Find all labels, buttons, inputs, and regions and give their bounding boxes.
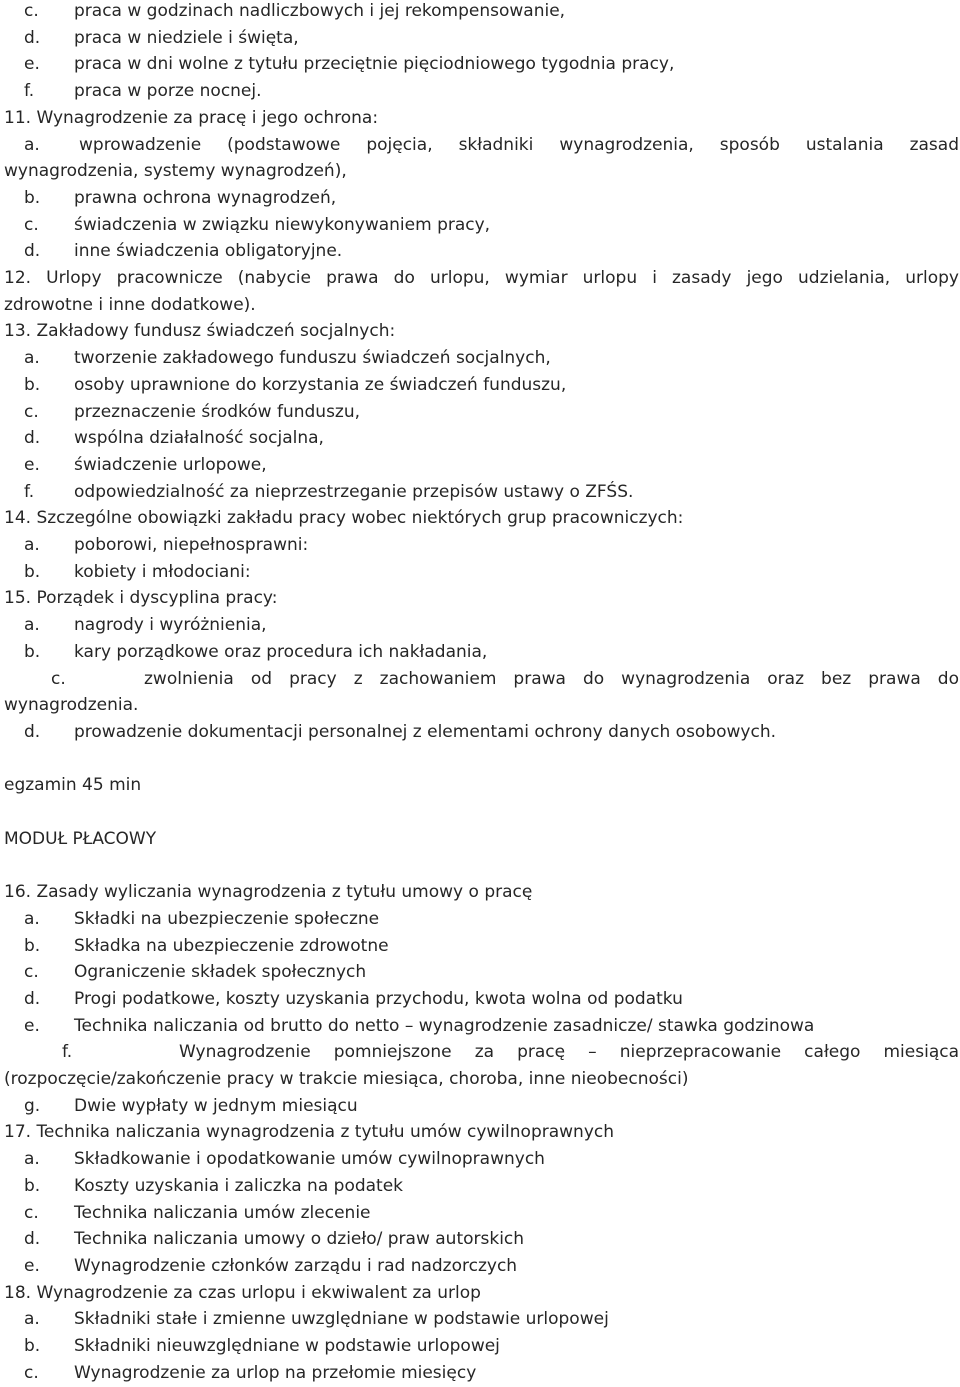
section-heading-text: 14. Szczególne obowiązki zakładu pracy wobec niektórych grup pracowniczych:: [4, 508, 684, 529]
list-item-text: Technika naliczania od brutto do netto – wynagrodzenie zasadnicze/ stawka godzinowa: [74, 1015, 815, 1036]
list-item-text: Ograniczenie składek społecznych: [74, 962, 367, 983]
text-line-content: egzamin 45 min: [4, 775, 142, 796]
list-item-text: praca w godzinach nadliczbowych i jej rekompensowanie,: [74, 1, 566, 21]
list-item-label: d.: [24, 721, 41, 742]
text-line-content: MODUŁ PŁACOWY: [4, 828, 157, 849]
list-item-label: a.: [24, 348, 40, 369]
text-line: [4, 158, 959, 184]
section-heading: [4, 318, 959, 344]
list-item-text: świadczenie urlopowe,: [74, 454, 267, 475]
text-line-content: wynagrodzenia.: [4, 695, 139, 716]
list-item-label: e.: [24, 54, 40, 75]
list-item-text: kobiety i młodociani:: [74, 561, 251, 582]
list-item-text: zwolnienia od pracy z zachowaniem prawa do wynagrodzenia oraz bez prawa do: [144, 668, 959, 689]
list-item-text: nagrody i wyróżnienia,: [74, 615, 267, 636]
section-heading-text: 16. Zasady wyliczania wynagrodzenia z tytułu umowy o pracę: [4, 882, 533, 903]
list-item-label: b.: [24, 1175, 41, 1196]
list-item-text: inne świadczenia obligatoryjne.: [74, 241, 343, 262]
section-heading-text: 18. Wynagrodzenie za czas urlopu i ekwiwalent za urlop: [4, 1282, 481, 1303]
list-item-text: Progi podatkowe, koszty uzyskania przychodu, kwota wolna od podatku: [74, 988, 683, 1009]
list-item-text: prawna ochrona wynagrodzeń,: [74, 187, 337, 208]
list-item-label: c.: [24, 401, 39, 422]
section-heading: [4, 505, 959, 531]
list-item-text: Koszty uzyskania i zaliczka na podatek: [74, 1175, 404, 1196]
list-item-text: praca w niedziele i święta,: [74, 27, 299, 48]
list-item-label: b.: [24, 187, 41, 208]
section-heading: [4, 585, 959, 611]
list-item-label: d.: [24, 988, 41, 1009]
list-item-label: d.: [24, 241, 41, 262]
list-item-label: e.: [24, 1255, 40, 1276]
list-item-label: b.: [24, 935, 41, 956]
list-item-text: Technika naliczania umowy o dzieło/ praw autorskich: [74, 1229, 525, 1250]
section-heading-text: 12. Urlopy pracownicze (nabycie prawa do urlopu, wymiar urlopu i zasady jego udzielania, urlopy: [4, 268, 959, 288]
text-line: [4, 1066, 959, 1092]
list-item-text: praca w porze nocnej.: [74, 81, 262, 102]
list-item-text: Technika naliczania umów zlecenie: [74, 1202, 371, 1223]
list-item-label: a.: [24, 1149, 40, 1170]
list-item-label: c.: [24, 962, 39, 983]
list-item-text: przeznaczenie środków funduszu,: [74, 401, 361, 422]
list-item-label: a.: [24, 535, 40, 555]
list-item-text: poborowi, niepełnosprawni:: [74, 535, 309, 555]
list-item-label: b.: [24, 374, 41, 395]
text-line: [4, 772, 959, 798]
list-item-label: d.: [24, 27, 41, 48]
list-item-label: c.: [24, 1362, 39, 1383]
list-item-label: a.: [24, 908, 40, 929]
list-item-label: b.: [24, 641, 41, 662]
list-item-label: b.: [24, 561, 41, 582]
list-item-text: osoby uprawnione do korzystania ze świadczeń funduszu,: [74, 374, 567, 395]
list-item-text: Wynagrodzenie pomniejszone za pracę – nieprzepracowanie całego miesiąca: [179, 1042, 959, 1063]
text-line: [4, 692, 959, 718]
section-heading: [4, 1280, 959, 1306]
list-item-text: Dwie wypłaty w jednym miesiącu: [74, 1095, 358, 1116]
section-heading: [4, 105, 959, 131]
section-heading-text: 11. Wynagrodzenie za pracę i jego ochrona:: [4, 107, 379, 128]
list-item-text: Wynagrodzenie za urlop na przełomie miesięcy: [74, 1362, 477, 1383]
list-item-text: prowadzenie dokumentacji personalnej z elementami ochrony danych osobowych.: [74, 721, 777, 742]
list-item-text: wspólna działalność socjalna,: [74, 428, 324, 449]
list-item-label: f.: [24, 81, 35, 102]
text-line-content: wynagrodzenia, systemy wynagrodzeń),: [4, 161, 347, 182]
list-item-text: świadczenia w związku niewykonywaniem pracy,: [74, 214, 491, 235]
section-heading: [4, 879, 959, 905]
list-item-label: e.: [24, 1015, 40, 1036]
list-item-text: odpowiedzialność za nieprzestrzeganie przepisów ustawy o ZFŚS.: [74, 481, 634, 502]
list-item-label: d.: [24, 428, 41, 449]
list-item-label: a.: [24, 615, 40, 636]
list-item-text: Wynagrodzenie członków zarządu i rad nadzorczych: [74, 1255, 518, 1276]
list-item-text: wprowadzenie (podstawowe pojęcia, składniki wynagrodzenia, sposób ustalania zasad: [79, 134, 959, 155]
list-item-label: a.: [24, 1309, 40, 1330]
list-item-text: Składka na ubezpieczenie zdrowotne: [74, 935, 389, 956]
list-item-text: tworzenie zakładowego funduszu świadczeń socjalnych,: [74, 348, 551, 369]
list-item-label: f.: [62, 1042, 73, 1063]
section-heading-text: 17. Technika naliczania wynagrodzenia z tytułu umów cywilnoprawnych: [4, 1122, 615, 1143]
section-heading-text: 15. Porządek i dyscyplina pracy:: [4, 588, 278, 609]
section-heading: [4, 1119, 959, 1145]
text-line: [4, 292, 959, 318]
list-item-label: a.: [24, 134, 40, 155]
list-item-text: Składniki stałe i zmienne uwzględniane w podstawie urlopowej: [74, 1309, 609, 1330]
list-item-text: Składniki nieuwzględniane w podstawie urlopowej: [74, 1336, 500, 1356]
section-heading-text: 13. Zakładowy fundusz świadczeń socjalnych:: [4, 321, 396, 342]
list-item-label: e.: [24, 454, 40, 475]
list-item-label: c.: [24, 1202, 39, 1223]
list-item-text: Składkowanie i opodatkowanie umów cywilnoprawnych: [74, 1149, 545, 1170]
text-line-content: zdrowotne i inne dodatkowe).: [4, 294, 256, 315]
text-line-content: (rozpoczęcie/zakończenie pracy w trakcie miesiąca, choroba, inne nieobecności): [4, 1069, 689, 1089]
list-item-label: c.: [24, 1, 39, 21]
list-item-label: d.: [24, 1229, 41, 1250]
list-item-label: c.: [24, 214, 39, 235]
list-item-label: b.: [24, 1336, 41, 1356]
list-item-text: praca w dni wolne z tytułu przeciętnie pięciodniowego tygodnia pracy,: [74, 54, 675, 75]
list-item-label: g.: [24, 1095, 41, 1116]
list-item-text: Składki na ubezpieczenie społeczne: [74, 908, 380, 929]
text-line: [4, 826, 959, 852]
list-item-text: kary porządkowe oraz procedura ich nakładania,: [74, 641, 488, 662]
list-item-label: f.: [24, 481, 35, 502]
list-item-label: c.: [51, 668, 66, 689]
